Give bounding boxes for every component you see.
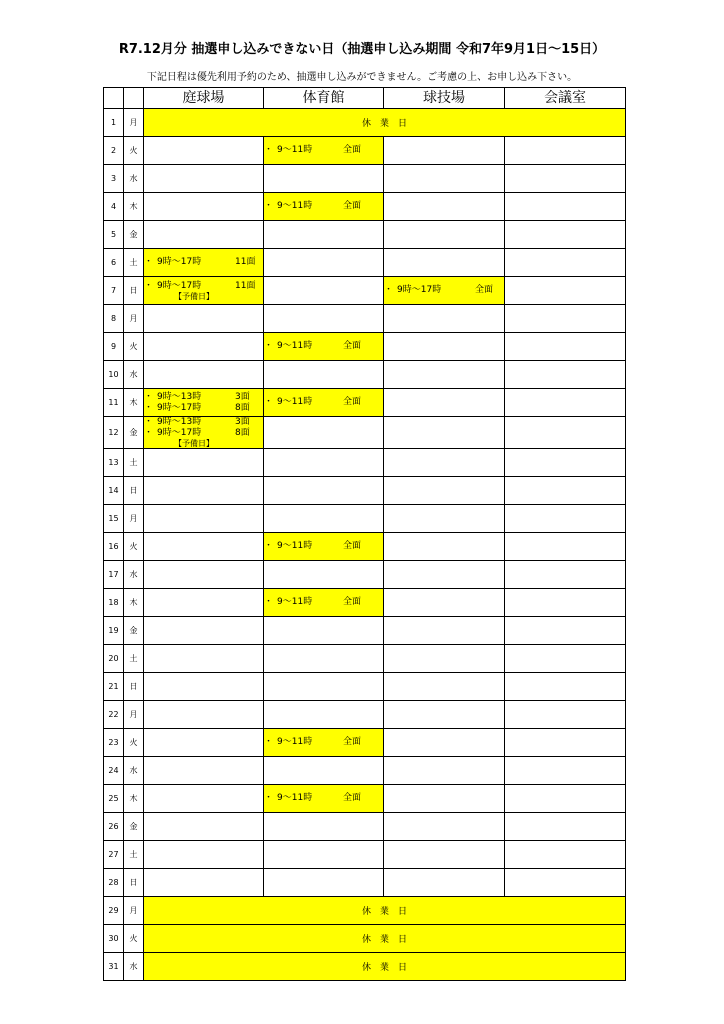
day-number: 4 [104,193,124,221]
reservation-entry [264,341,383,352]
weekday: 金 [124,813,144,841]
weekday: 火 [124,137,144,165]
tennis-court-cell [144,417,264,449]
closed-day-cell: 休 業 日 [144,953,626,981]
day-number: 30 [104,925,124,953]
weekday: 土 [124,841,144,869]
day-number: 13 [104,449,124,477]
reservation-entry [144,392,263,403]
tennis-court-cell [144,869,264,897]
gymnasium-cell [264,729,384,757]
table-row [104,925,626,953]
day-number: 14 [104,477,124,505]
weekday: 日 [124,477,144,505]
sports-field-cell [384,561,505,589]
meeting-room-cell [505,277,626,305]
reservation-time: 9～11時 [277,793,313,803]
meeting-room-cell [505,137,626,165]
weekday: 金 [124,617,144,645]
tennis-court-cell [144,757,264,785]
bullet: ・ [144,280,154,291]
sports-field-cell [384,673,505,701]
gymnasium-cell [264,305,384,333]
gymnasium-cell [264,617,384,645]
day-number: 28 [104,869,124,897]
meeting-room-cell [505,869,626,897]
gymnasium-cell [264,589,384,617]
table-row [104,701,626,729]
sports-field-cell [384,333,505,361]
sports-field-cell [384,869,505,897]
table-row [104,645,626,673]
reservation-time: 9時～13時 [157,391,202,402]
gymnasium-cell [264,673,384,701]
bullet: ・ [144,428,154,438]
gymnasium-cell [264,449,384,477]
reservation-time: 9時～17時 [157,402,202,413]
day-number: 16 [104,533,124,561]
meeting-room-cell [505,701,626,729]
meeting-room-cell [505,165,626,193]
reservation-quantity: 全面 [475,285,494,295]
gymnasium-cell [264,417,384,449]
reservation-quantity: 全面 [343,597,362,607]
weekday: 土 [124,249,144,277]
table-row [104,729,626,757]
table-row [104,953,626,981]
reservation-quantity: 全面 [343,341,362,351]
weekday: 火 [124,925,144,953]
table-row [104,673,626,701]
sports-field-cell [384,305,505,333]
table-row [104,589,626,617]
bullet: ・ [144,402,154,413]
tennis-court-cell [144,277,264,305]
weekday: 火 [124,533,144,561]
reservation-quantity: 8面 [235,428,250,438]
gymnasium-cell [264,165,384,193]
meeting-room-cell [505,477,626,505]
table-row [104,361,626,389]
header-weekday [124,88,144,109]
day-number: 26 [104,813,124,841]
day-number: 27 [104,841,124,869]
reservation-entry [144,281,263,292]
reservation-entry [264,597,383,608]
day-number: 22 [104,701,124,729]
sports-field-cell [384,277,505,305]
weekday: 火 [124,729,144,757]
sports-field-cell [384,841,505,869]
day-number: 6 [104,249,124,277]
reservation-entry [264,541,383,552]
reservation-quantity: 3面 [235,391,250,402]
day-number: 10 [104,361,124,389]
day-number: 9 [104,333,124,361]
bullet: ・ [264,341,274,351]
reservation-time: 9時～17時 [157,428,202,438]
table-row [104,505,626,533]
weekday: 月 [124,897,144,925]
gymnasium-cell [264,221,384,249]
table-row [104,785,626,813]
table-row [104,897,626,925]
meeting-room-cell [505,333,626,361]
weekday: 水 [124,361,144,389]
meeting-room-cell [505,673,626,701]
table-row [104,449,626,477]
tennis-court-cell [144,137,264,165]
gymnasium-cell [264,701,384,729]
day-number: 1 [104,109,124,137]
sports-field-cell [384,533,505,561]
gymnasium-cell [264,389,384,417]
reservation-entry [264,201,383,212]
table-row [104,757,626,785]
weekday: 火 [124,333,144,361]
sports-field-cell [384,477,505,505]
day-number: 3 [104,165,124,193]
day-number: 21 [104,673,124,701]
sports-field-cell [384,249,505,277]
tennis-court-cell [144,813,264,841]
weekday: 月 [124,109,144,137]
weekday: 木 [124,389,144,417]
tennis-court-cell [144,589,264,617]
table-row [104,389,626,417]
sports-field-cell [384,389,505,417]
reservation-entry [264,793,383,804]
tennis-court-cell [144,561,264,589]
sports-field-cell [384,505,505,533]
tennis-court-cell [144,389,264,417]
reservation-quantity: 全面 [343,793,362,803]
tennis-court-cell [144,333,264,361]
reservation-quantity: 全面 [343,737,362,747]
weekday: 木 [124,193,144,221]
schedule-body [104,109,626,981]
tennis-court-cell [144,449,264,477]
header-day-number [104,88,124,109]
table-row [104,561,626,589]
table-row [104,249,626,277]
weekday: 土 [124,645,144,673]
table-row [104,109,626,137]
sports-field-cell [384,729,505,757]
gymnasium-cell [264,477,384,505]
table-row [104,193,626,221]
day-number: 11 [104,389,124,417]
tennis-court-cell [144,701,264,729]
gymnasium-cell [264,505,384,533]
reservation-time: 9～11時 [277,541,313,551]
table-row [104,417,626,449]
day-number: 19 [104,617,124,645]
meeting-room-cell [505,813,626,841]
day-number: 17 [104,561,124,589]
gymnasium-cell [264,561,384,589]
sports-field-cell [384,361,505,389]
sports-field-cell [384,589,505,617]
tennis-court-cell [144,785,264,813]
reservation-time: 9～11時 [277,201,313,211]
meeting-room-cell [505,305,626,333]
meeting-room-cell [505,533,626,561]
bullet: ・ [264,145,274,155]
weekday: 土 [124,449,144,477]
sports-field-cell [384,449,505,477]
meeting-room-cell [505,785,626,813]
header-sports-field: 球技場 [384,88,505,109]
meeting-room-cell [505,617,626,645]
reservation-quantity: 全面 [343,541,362,551]
gymnasium-cell [264,193,384,221]
table-row [104,617,626,645]
reservation-time: 9～11時 [277,145,313,155]
meeting-room-cell [505,841,626,869]
day-number: 23 [104,729,124,757]
header-meeting-room: 会議室 [505,88,626,109]
reservation-quantity: 11面 [235,257,256,267]
weekday: 水 [124,561,144,589]
tennis-court-cell [144,305,264,333]
bullet: ・ [144,417,154,427]
reserve-day-note: 【予備日】 [174,291,214,301]
tennis-court-cell [144,505,264,533]
reservation-quantity: 全面 [343,397,362,407]
header-row [104,88,626,109]
weekday: 日 [124,277,144,305]
table-row [104,221,626,249]
table-row [104,813,626,841]
meeting-room-cell [505,449,626,477]
meeting-room-cell [505,729,626,757]
sports-field-cell [384,785,505,813]
reservation-time: 9時～13時 [157,417,202,427]
bullet: ・ [264,597,274,607]
meeting-room-cell [505,589,626,617]
reserve-day-note: 【予備日】 [174,439,214,448]
reservation-entry [144,257,263,268]
table-row [104,869,626,897]
weekday: 水 [124,757,144,785]
header-gymnasium: 体育館 [264,88,384,109]
bullet: ・ [264,793,274,803]
tennis-court-cell [144,617,264,645]
sports-field-cell [384,193,505,221]
day-number: 2 [104,137,124,165]
sports-field-cell [384,221,505,249]
gymnasium-cell [264,869,384,897]
gymnasium-cell [264,249,384,277]
reservation-time: 9時～17時 [397,285,442,295]
reservation-entry [264,145,383,156]
tennis-court-cell [144,361,264,389]
tennis-court-cell [144,645,264,673]
tennis-court-cell [144,673,264,701]
header-tennis-court: 庭球場 [144,88,264,109]
weekday: 金 [124,221,144,249]
reservation-entry [264,397,383,408]
weekday: 水 [124,165,144,193]
reservation-time: 9～11時 [277,397,313,407]
meeting-room-cell [505,361,626,389]
weekday: 木 [124,589,144,617]
meeting-room-cell [505,193,626,221]
bullet: ・ [264,737,274,747]
tennis-court-cell [144,729,264,757]
reservation-quantity: 3面 [235,417,250,427]
meeting-room-cell [505,249,626,277]
table-row [104,137,626,165]
meeting-room-cell [505,645,626,673]
day-number: 20 [104,645,124,673]
day-number: 29 [104,897,124,925]
meeting-room-cell [505,561,626,589]
tennis-court-cell [144,193,264,221]
day-number: 12 [104,417,124,449]
sports-field-cell [384,701,505,729]
page-title: R7.12月分 抽選申し込みできない日（抽選申し込み期間 令和7年9月1日～15日） [118,42,606,57]
meeting-room-cell [505,757,626,785]
meeting-room-cell [505,389,626,417]
tennis-court-cell [144,533,264,561]
day-number: 8 [104,305,124,333]
table-row [104,277,626,305]
table-row [104,165,626,193]
bullet: ・ [264,397,274,407]
weekday: 月 [124,505,144,533]
sports-field-cell [384,645,505,673]
meeting-room-cell [505,505,626,533]
weekday: 月 [124,701,144,729]
sports-field-cell [384,417,505,449]
bullet: ・ [144,391,154,402]
reservation-time: 9時～17時 [157,257,202,267]
sports-field-cell [384,137,505,165]
day-number: 31 [104,953,124,981]
bullet: ・ [384,285,394,295]
gymnasium-cell [264,841,384,869]
bullet: ・ [264,201,274,211]
page-note: 下記日程は優先利用予約のため、抽選申し込みができません。ご考慮の上、お申し込み下さい。 [146,72,578,83]
gymnasium-cell [264,757,384,785]
reservation-time: 9～11時 [277,597,313,607]
bullet: ・ [264,541,274,551]
gymnasium-cell [264,137,384,165]
reservation-time: 9～11時 [277,341,313,351]
meeting-room-cell [505,417,626,449]
sports-field-cell [384,757,505,785]
closed-day-cell: 休 業 日 [144,925,626,953]
sports-field-cell [384,813,505,841]
reservation-entry [144,417,263,428]
tennis-court-cell [144,249,264,277]
bullet: ・ [144,257,154,267]
reservation-time: 9時～17時 [157,280,202,291]
day-number: 24 [104,757,124,785]
weekday: 月 [124,305,144,333]
weekday: 金 [124,417,144,449]
gymnasium-cell [264,361,384,389]
reservation-entry [264,737,383,748]
table-row [104,841,626,869]
sports-field-cell [384,617,505,645]
day-number: 7 [104,277,124,305]
gymnasium-cell [264,333,384,361]
reservation-quantity: 全面 [343,145,362,155]
day-number: 18 [104,589,124,617]
tennis-court-cell [144,165,264,193]
table-row [104,533,626,561]
gymnasium-cell [264,277,384,305]
gymnasium-cell [264,533,384,561]
reservation-entry [384,285,504,296]
meeting-room-cell [505,221,626,249]
tennis-court-cell [144,477,264,505]
gymnasium-cell [264,645,384,673]
weekday: 日 [124,869,144,897]
table-row [104,477,626,505]
reservation-entry [144,428,263,439]
closed-day-cell: 休 業 日 [144,109,626,137]
reservation-time: 9～11時 [277,737,313,747]
tennis-court-cell [144,221,264,249]
sports-field-cell [384,165,505,193]
table-row [104,305,626,333]
table-row [104,333,626,361]
weekday: 日 [124,673,144,701]
reservation-quantity: 11面 [235,280,256,291]
day-number: 15 [104,505,124,533]
day-number: 25 [104,785,124,813]
weekday: 水 [124,953,144,981]
gymnasium-cell [264,813,384,841]
reservation-quantity: 全面 [343,201,362,211]
tennis-court-cell [144,841,264,869]
weekday: 木 [124,785,144,813]
closed-day-cell: 休 業 日 [144,897,626,925]
day-number: 5 [104,221,124,249]
reservation-entry [144,403,263,414]
schedule-table [103,87,626,981]
gymnasium-cell [264,785,384,813]
reservation-quantity: 8面 [235,402,250,413]
